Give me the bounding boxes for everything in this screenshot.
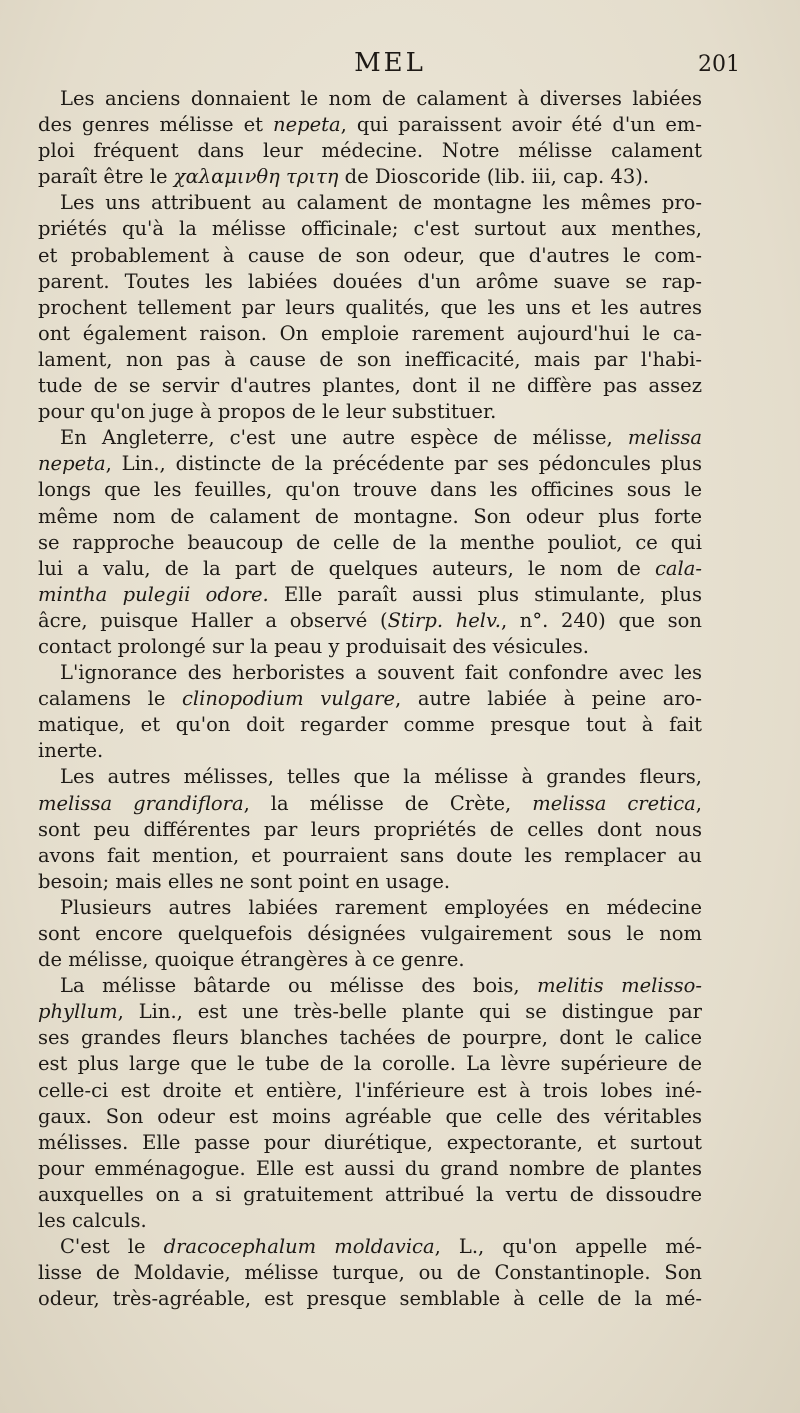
text-line: auxquelles on a si gratuitement attribué la vertu de dissoudre [38,1182,702,1206]
text-line: ont également raison. On emploie rarement aujourd'hui le ca- [38,321,702,345]
text-line: matique, et qu'on doit regarder comme presque tout à fait [38,713,702,737]
text-line: lament, non pas à cause de son inefficacité, mais par l'habi- [38,347,702,371]
text-line: sont peu différentes par leurs propriétés de celles dont nous [38,817,702,841]
text-line: pour emménagogue. Elle est aussi du grand nombre de plantes [38,1156,702,1180]
text-line: La mélisse bâtarde ou mélisse des bois, melitis melisso- [60,974,702,998]
text-line: de mélisse, quoique étrangères à ce genre. [38,948,465,972]
text-line: prochent tellement par leurs qualités, que les uns et les autres [38,295,702,319]
text-line: des genres mélisse et nepeta, qui paraissent avoir été d'un em- [38,113,702,137]
text-line: est plus large que le tube de la corolle. La lèvre supérieure de [38,1052,702,1076]
text-line: odeur, très-agréable, est presque semblable à celle de la mé- [38,1287,702,1311]
text-line: L'ignorance des herboristes a souvent fait confondre avec les [60,661,702,685]
text-line: Plusieurs autres labiées rarement employées en médecine [60,895,702,919]
text-line: ses grandes fleurs blanches tachées de pourpre, dont le calice [38,1026,702,1050]
text-line: melissa grandiflora, la mélisse de Crète, melissa cretica, [38,791,702,815]
text-line: tude de se servir d'autres plantes, dont il ne diffère pas assez [38,374,702,398]
text-line: âcre, puisque Haller a observé (Stirp. helv., n°. 240) que son [38,608,702,632]
text-line: même nom de calament de montagne. Son odeur plus forte [38,504,702,528]
text-line: Les autres mélisses, telles que la mélisse à grandes fleurs, [60,765,702,789]
text-line: mélisses. Elle passe pour diurétique, expectorante, et surtout [38,1130,702,1154]
text-line: se rapproche beaucoup de celle de la menthe pouliot, ce qui [38,530,702,554]
text-line: parent. Toutes les labiées douées d'un arôme suave se rap- [38,269,702,293]
text-line: nepeta, Lin., distincte de la précédente par ses pédoncules plus [38,452,702,476]
text-line: mintha pulegii odore. Elle paraît aussi plus stimulante, plus [38,582,702,606]
text-line: Les anciens donnaient le nom de calament à diverses labiées [60,87,702,110]
text-line: inerte. [38,739,104,763]
text-line: sont encore quelquefois désignées vulgairement sous le nom [38,922,702,945]
page-number: 201 [698,52,740,77]
text-line: priétés qu'à la mélisse officinale; c'est surtout aux menthes, [38,217,702,241]
text-line: lisse de Moldavie, mélisse turque, ou de Constantinople. Son [38,1261,702,1285]
text-line: C'est le dracocephalum moldavica, L., qu'on appelle mé- [60,1235,702,1259]
text-line: calamens le clinopodium vulgare, autre labiée à peine aro- [38,687,702,711]
text-line: phyllum, Lin., est une très-belle plante qui se distingue par [38,1000,702,1024]
text-line: gaux. Son odeur est moins agréable que celle des véritables [38,1104,702,1128]
text-body [38,86,702,1312]
text-line: les calculs. [38,1209,147,1233]
text-line: Les uns attribuent au calament de montagne les mêmes pro- [60,191,702,215]
text-line: ploi fréquent dans leur médecine. Notre mélisse calament [38,139,702,163]
text-line: lui a valu, de la part de quelques auteurs, le nom de cala- [38,556,702,580]
page-header [40,48,740,84]
text-line: pour qu'on juge à propos de le leur substituer. [38,400,497,424]
text-line: besoin; mais elles ne sont point en usage. [38,869,451,893]
text-line: celle-ci est droite et entière, l'inférieure est à trois lobes iné- [38,1078,702,1102]
text-line: longs que les feuilles, qu'on trouve dans les officines sous le [38,478,702,502]
text-line: et probablement à cause de son odeur, que d'autres le com- [38,243,702,267]
text-line: En Angleterre, c'est une autre espèce de mélisse, melissa [60,426,702,450]
text-line: paraît être le χαλαμινθη τριτη de Dioscoride (lib. iii, cap. 43). [38,165,650,189]
running-head: MEL [354,48,426,78]
text-line: avons fait mention, et pourraient sans doute les remplacer au [38,843,702,867]
text-line: contact prolongé sur la peau y produisait des vésicules. [38,634,589,658]
